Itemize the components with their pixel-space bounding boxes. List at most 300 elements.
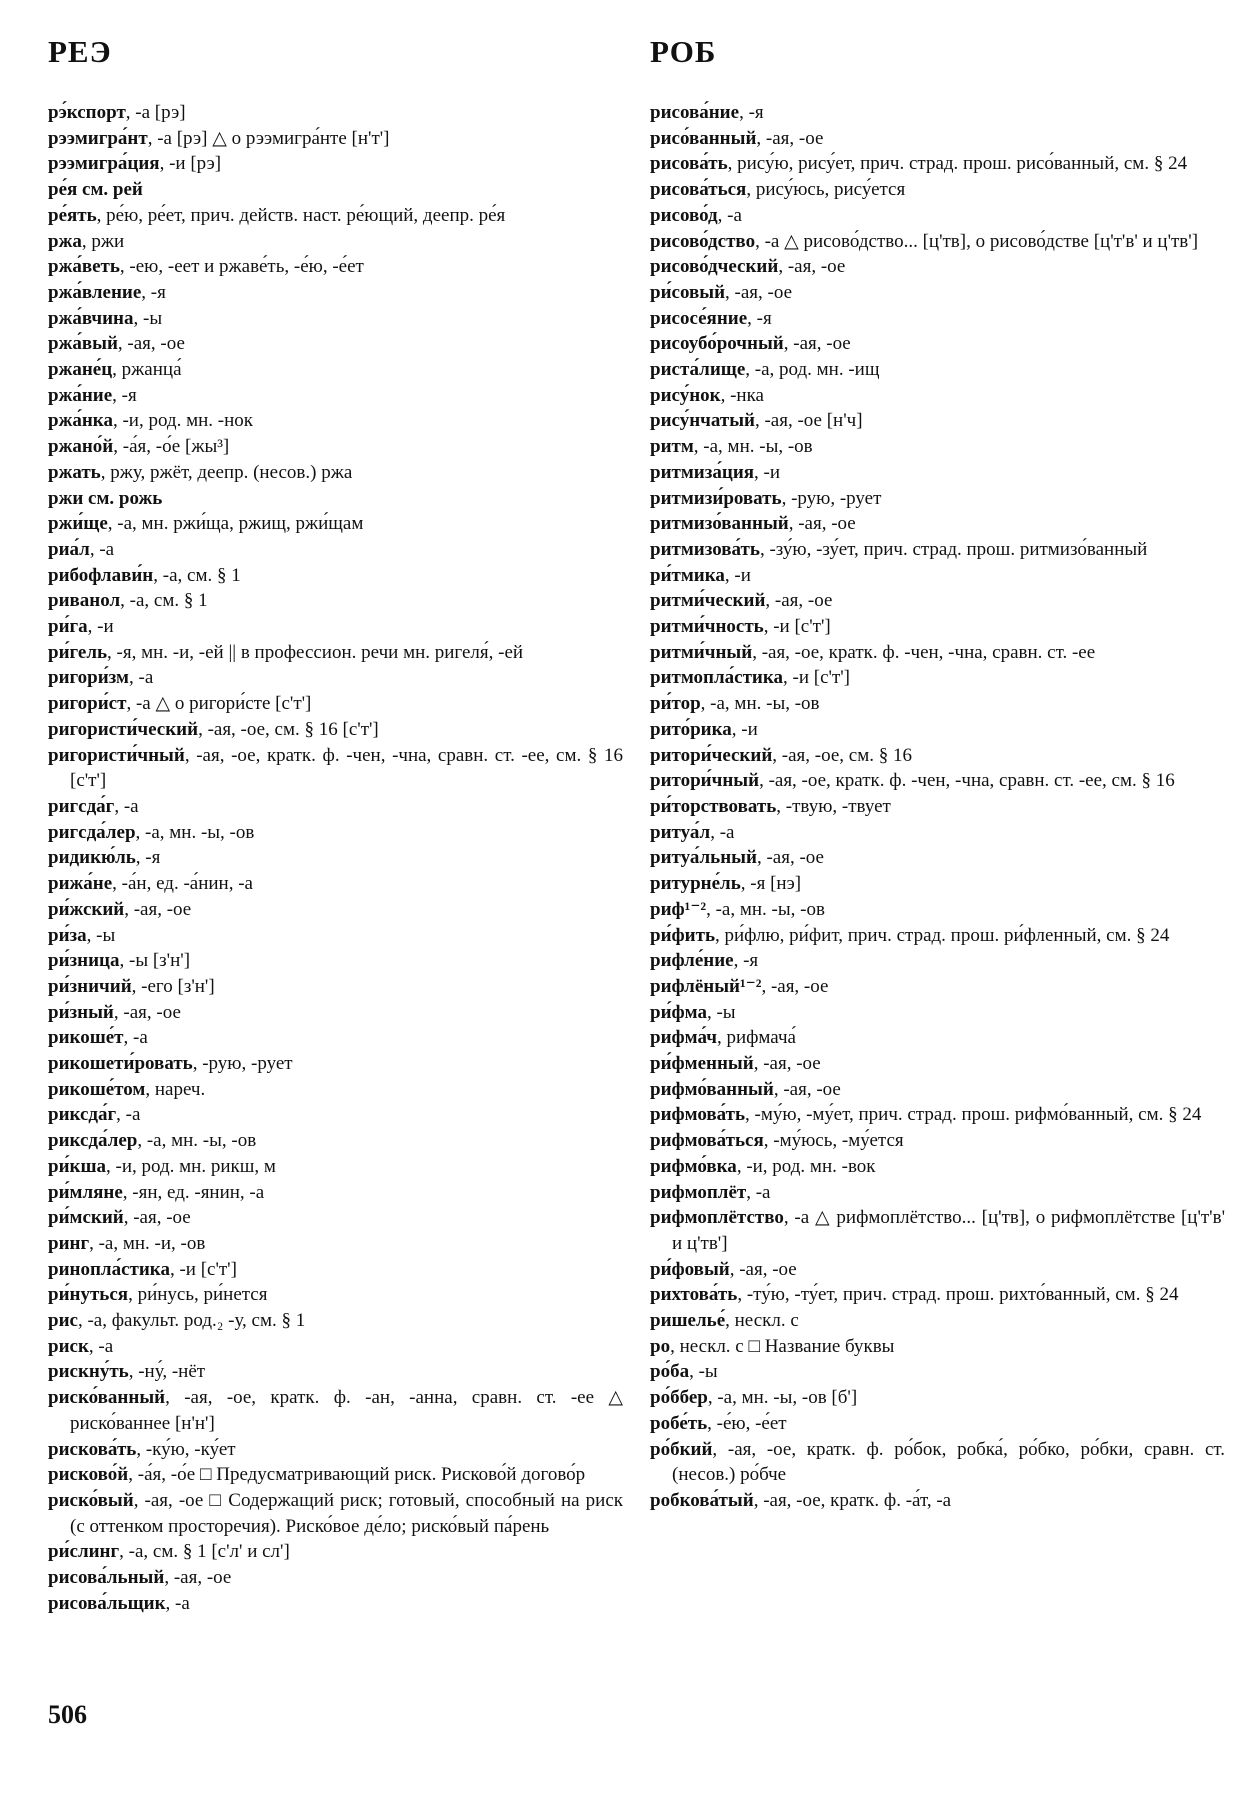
dictionary-entry — [650, 1385, 1225, 1411]
dictionary-entry — [48, 408, 623, 434]
dictionary-entry — [650, 306, 1225, 332]
entry-definition: , -а, род. мн. -ищ — [745, 359, 880, 381]
entry-definition: , -а — [710, 821, 735, 843]
entry-headword: риско́вый — [48, 1489, 134, 1511]
entry-headword: робе́ть — [650, 1412, 708, 1434]
entry-definition: , -ая, -ое — [778, 256, 846, 278]
entry-headword: ритми́чный — [650, 641, 753, 663]
dictionary-entry — [650, 126, 1225, 152]
dictionary-entry — [650, 871, 1225, 897]
entry-headword: ри́за — [48, 924, 87, 946]
dictionary-entry — [48, 897, 623, 923]
dictionary-entry — [48, 434, 623, 460]
entry-definition: , -му́юсь, -му́ется — [763, 1130, 904, 1152]
dictionary-entry — [48, 460, 623, 486]
entry-headword: рикоше́том — [48, 1078, 146, 1100]
dictionary-entry — [650, 1411, 1225, 1437]
entry-definition: , -и [с'т'] — [783, 667, 851, 689]
entry-definition: , нескл. с □ Название буквы — [670, 1335, 895, 1357]
entry-definition: , ри́нусь, ри́нется — [128, 1284, 268, 1306]
entry-definition: , -ая, -ое, кратк. ф. -чен, -чна, сравн. ст. -ее — [752, 641, 1096, 663]
dictionary-entry — [650, 537, 1225, 563]
dictionary-entry — [48, 1462, 623, 1488]
dictionary-entry — [650, 1205, 1225, 1256]
dictionary-entry — [650, 177, 1225, 203]
entry-headword: рэ́кспорт — [48, 102, 126, 123]
entry-headword: ржа́вчина — [48, 307, 134, 329]
entry-headword: ригсда́лер — [48, 821, 136, 843]
dictionary-entry — [48, 588, 623, 614]
dictionary-entry — [48, 1051, 623, 1077]
dictionary-entry — [48, 1565, 623, 1591]
entry-headword: ринг — [48, 1232, 90, 1254]
entry-headword: рифма́ч — [650, 1027, 717, 1049]
dictionary-entry — [48, 1025, 623, 1051]
dictionary-entry — [48, 126, 623, 152]
dictionary-entry — [48, 357, 623, 383]
dictionary-entry — [48, 974, 623, 1000]
entry-headword: ржа — [48, 230, 82, 252]
dictionary-entry — [650, 743, 1225, 769]
dictionary-entry — [650, 1359, 1225, 1385]
entry-headword: рисосе́яние — [650, 307, 748, 329]
entry-definition: , -а́я, -о́е [жы³] — [113, 436, 230, 458]
dictionary-entry — [650, 897, 1225, 923]
entry-headword: ро́ббер — [650, 1387, 708, 1409]
dictionary-entry — [48, 923, 623, 949]
entry-headword: рисо́ванный — [650, 127, 757, 149]
entry-definition: , -ы — [706, 1001, 736, 1023]
entry-headword: ригористи́чный — [48, 744, 185, 766]
entry-definition: , -ая, -ое, кратк. ф. -ан, -анна, сравн. ст. -ее △ риско́ваннее [н'н'] — [70, 1387, 623, 1434]
entry-headword: риста́лище — [650, 359, 746, 381]
entry-definition: , -ту́ю, -ту́ет, прич. страд. прош. рихто́ванный, см. § 24 — [737, 1284, 1179, 1306]
entry-headword: рибофлави́н — [48, 564, 154, 586]
entry-headword: рисова́ться — [650, 179, 747, 201]
dictionary-entry — [650, 845, 1225, 871]
entry-definition: , -я — [141, 281, 166, 303]
dictionary-entry — [48, 1591, 623, 1617]
entry-headword: рискну́ть — [48, 1361, 129, 1383]
entry-headword: ритурне́ль — [650, 873, 741, 895]
entry-definition: , -и [с'т'] — [763, 616, 831, 638]
entry-definition: , рифмача́ — [716, 1027, 796, 1049]
entry-headword: рисова́льный — [48, 1567, 165, 1589]
dictionary-entry — [48, 1128, 623, 1154]
dictionary-entry — [650, 665, 1225, 691]
dictionary-entry — [48, 177, 623, 203]
entry-headword: ри́зный — [48, 1001, 114, 1023]
dictionary-entry — [650, 1308, 1225, 1334]
dictionary-entry — [650, 820, 1225, 846]
dictionary-entry — [48, 1308, 623, 1334]
dictionary-entry — [48, 717, 623, 743]
entry-headword: ржано́й — [48, 436, 114, 458]
entry-definition: , -и, род. мн. -вок — [736, 1155, 876, 1177]
entry-definition: , -а △ рифмоплётство... [ц'тв], о рифмоплётстве [ц'т'в' и ц'тв'] — [672, 1207, 1225, 1254]
dictionary-entry — [650, 434, 1225, 460]
entry-definition: , -я — [135, 847, 161, 869]
entry-definition: , -ян, ед. -янин, -а — [122, 1181, 265, 1203]
dictionary-entry — [650, 1282, 1225, 1308]
dictionary-entry — [48, 1385, 623, 1436]
dictionary-entry — [650, 768, 1225, 794]
entry-headword: ржа́вый — [48, 333, 118, 355]
dictionary-entry — [650, 1154, 1225, 1180]
entry-headword: рис — [48, 1310, 78, 1332]
dictionary-entry — [650, 100, 1225, 126]
dictionary-entry — [650, 588, 1225, 614]
entry-headword: рисова́ние — [650, 102, 740, 123]
entry-definition: , -ая, -ое — [124, 898, 192, 920]
dictionary-entry — [650, 691, 1225, 717]
entry-definition: , -ая, -ое — [164, 1567, 232, 1589]
dictionary-entry — [650, 1077, 1225, 1103]
entry-definition: , -ая, -ое, кратк. ф. -чен, -чна, сравн. ст. -ее, см. § 16 — [759, 770, 1175, 792]
entry-headword: ре́я см. рей — [48, 179, 143, 201]
entry-definition: , -ая, -ое — [773, 1078, 841, 1100]
entry-definition: , -а — [717, 204, 742, 226]
dictionary-entry — [48, 820, 623, 846]
entry-headword: рифмоплёт — [650, 1181, 747, 1203]
entry-headword: рифле́ние — [650, 950, 734, 972]
dictionary-entry — [48, 1102, 623, 1128]
dictionary-entry — [650, 717, 1225, 743]
entry-headword: рису́нчатый — [650, 410, 755, 432]
dictionary-entry — [650, 1437, 1225, 1488]
dictionary-entry — [48, 486, 623, 512]
left-entry-list — [48, 100, 623, 1616]
entry-definition: , -а — [746, 1181, 771, 1203]
dictionary-entry — [48, 306, 623, 332]
dictionary-entry — [48, 151, 623, 177]
dictionary-entry — [650, 511, 1225, 537]
dictionary-entry — [650, 640, 1225, 666]
entry-headword: ржи́ще — [48, 513, 108, 535]
entry-definition: , -а, мн. -ы, -ов — [693, 436, 813, 458]
left-guide-word: РЕЭ — [48, 34, 112, 69]
entry-headword: риа́л — [48, 538, 90, 560]
dictionary-entry — [48, 537, 623, 563]
entry-headword: ридикю́ль — [48, 847, 136, 869]
entry-definition: , -ая, -ое, см. § 16 [с'т'] — [198, 718, 379, 740]
entry-definition: , -ая, -ое, см. § 16 — [772, 744, 912, 766]
entry-headword: рифмо́вка — [650, 1155, 737, 1177]
entry-definition: , -ая, -ое — [729, 1258, 797, 1280]
dictionary-entry — [650, 1025, 1225, 1051]
entry-headword: ри́нуться — [48, 1284, 129, 1306]
dictionary-entry — [48, 871, 623, 897]
entry-headword: ригористи́ческий — [48, 718, 199, 740]
entry-definition: , рису́ю, рису́ет, прич. страд. прош. рисо́ванный, см. § 24 — [727, 153, 1188, 175]
entry-definition: , нескл. с — [725, 1310, 799, 1332]
dictionary-entry — [48, 100, 623, 126]
entry-headword: ритм — [650, 436, 694, 458]
entry-headword: риксда́г — [48, 1104, 117, 1126]
entry-definition: , -а — [89, 538, 115, 560]
dictionary-entry — [650, 1334, 1225, 1360]
dictionary-entry — [650, 1102, 1225, 1128]
dictionary-entry — [48, 1205, 623, 1231]
entry-definition: , -а, см. § 1 [с'л' и сл'] — [119, 1541, 290, 1563]
entry-headword: ритмизова́ть — [650, 538, 760, 560]
entry-headword: ритмизо́ванный — [650, 513, 789, 535]
entry-definition: , -ы [з'н'] — [119, 950, 191, 972]
entry-definition: , -е́ю, -е́ет — [707, 1412, 787, 1434]
dictionary-entry — [650, 460, 1225, 486]
entry-definition: , -ая, -ое — [117, 333, 185, 355]
entry-headword: рисово́дческий — [650, 256, 779, 278]
entry-definition: , -зу́ю, -зу́ет, прич. страд. прош. ритмизо́ванный — [759, 538, 1148, 560]
dictionary-entry — [650, 229, 1225, 255]
entry-definition: , -и, род. мн. -нок — [112, 410, 253, 432]
entry-definition: , -рую, -рует — [781, 487, 882, 509]
entry-definition: , -ая, -ое [н'ч] — [754, 410, 863, 432]
entry-definition: , -и — [724, 564, 751, 586]
entry-definition: , -ая, -ое — [123, 1207, 191, 1229]
page-number: 506 — [48, 1700, 87, 1729]
entry-definition: , -и [с'т'] — [169, 1258, 237, 1280]
dictionary-entry — [650, 254, 1225, 280]
entry-definition: , -его [з'н'] — [131, 975, 215, 997]
entry-definition: , -я — [739, 102, 764, 123]
entry-definition: , -я — [747, 307, 772, 329]
entry-definition: , -ы — [86, 924, 116, 946]
dictionary-entry — [650, 383, 1225, 409]
dictionary-entry — [48, 1000, 623, 1026]
entry-definition: , -ая, -ое — [113, 1001, 181, 1023]
entry-headword: ри́гель — [48, 641, 108, 663]
entry-headword: ржа́вление — [48, 281, 142, 303]
dictionary-entry — [650, 408, 1225, 434]
entry-headword: рифмо́ванный — [650, 1078, 774, 1100]
dictionary-entry — [650, 357, 1225, 383]
entry-headword: ржа́веть — [48, 256, 120, 278]
entry-headword: рисково́й — [48, 1464, 129, 1486]
entry-definition: , -а, мн. -ы, -ов — [706, 898, 825, 920]
dictionary-entry — [650, 203, 1225, 229]
entry-headword: ро́бкий — [650, 1438, 713, 1460]
entry-headword: ри́га — [48, 616, 88, 638]
entry-headword: ри́кша — [48, 1155, 107, 1177]
entry-definition: , нареч. — [145, 1078, 206, 1100]
dictionary-entry — [48, 1154, 623, 1180]
entry-headword: ро́ба — [650, 1361, 690, 1383]
entry-headword: ри́зница — [48, 950, 120, 972]
entry-headword: ржа́ние — [48, 384, 113, 406]
entry-headword: ри́жский — [48, 898, 125, 920]
dictionary-entry — [650, 1000, 1225, 1026]
entry-definition: , -а — [123, 1027, 148, 1049]
entry-headword: ритмизи́ровать — [650, 487, 782, 509]
entry-definition: , -а, см. § 1 — [153, 564, 241, 586]
dictionary-entry — [650, 1051, 1225, 1077]
entry-definition: , -я, мн. -и, -ей || в профессион. речи мн. ригеля́, -ей — [107, 641, 524, 663]
entry-definition: , -а, мн. -ы, -ов [б'] — [707, 1387, 858, 1409]
entry-definition: , -а △ о ригори́сте [с'т'] — [126, 693, 312, 715]
entry-definition: , ржи — [81, 230, 125, 252]
entry-headword: риванол — [48, 590, 121, 612]
dictionary-entry — [48, 1077, 623, 1103]
dictionary-entry — [650, 280, 1225, 306]
dictionary-entry — [650, 974, 1225, 1000]
entry-definition: , -а́я, -о́е □ Предусматривающий риск. Рисково́й догово́р — [128, 1464, 586, 1486]
entry-definition: , ржу, ржёт, деепр. (несов.) ржа — [100, 461, 353, 483]
entry-definition: , -ая, -ое, кратк. ф. -чен, -чна, сравн. ст. -ее, см. § 16 [с'т'] — [70, 744, 623, 792]
entry-definition: , -я — [733, 950, 759, 972]
entry-definition: , рису́юсь, рису́ется — [746, 179, 906, 201]
entry-headword: ри́слинг — [48, 1541, 120, 1563]
entry-headword: ри́мский — [48, 1207, 124, 1229]
entry-headword: ро — [650, 1335, 671, 1357]
entry-headword: ри́тмика — [650, 564, 725, 586]
entry-definition: , -и, род. мн. рикш, м — [106, 1155, 276, 1177]
entry-headword: ринопла́стика — [48, 1258, 170, 1280]
entry-headword: риско́ванный — [48, 1387, 166, 1409]
entry-headword: ришелье́ — [650, 1310, 726, 1332]
entry-headword: ригсда́г — [48, 795, 115, 817]
entry-headword: ри́совый — [650, 281, 726, 303]
entry-headword: рифмова́ть — [650, 1104, 746, 1126]
entry-definition: , -ну́, -нёт — [128, 1361, 206, 1383]
entry-headword: рикоше́т — [48, 1027, 124, 1049]
entry-definition: , -а, мн. -ы, -ов — [135, 821, 255, 843]
entry-headword: ржи см. рожь — [48, 487, 163, 509]
entry-definition: , -а, мн. -ы, -ов — [700, 693, 820, 715]
dictionary-entry — [48, 1231, 623, 1257]
right-guide-word: РОБ — [650, 34, 717, 69]
entry-definition: , -ая, -ое, кратк. ф. ро́бок, робка́, ро́бко, ро́бки, сравн. ст. (несов.) ро́бче — [672, 1438, 1225, 1486]
entry-headword: рисова́льщик — [48, 1592, 166, 1614]
dictionary-entry — [48, 280, 623, 306]
entry-definition: , -ая, -ое — [783, 333, 851, 355]
entry-headword: рифмова́ться — [650, 1130, 764, 1152]
dictionary-entry — [48, 794, 623, 820]
entry-headword: ритори́чный — [650, 770, 760, 792]
entry-definition: , -а, мн. -ы, -ов — [137, 1130, 257, 1152]
entry-definition: , -ая, -ое — [756, 847, 824, 869]
dictionary-entry — [48, 948, 623, 974]
entry-definition: , -а, мн. ржи́ща, ржищ, ржи́щам — [107, 513, 364, 535]
entry-definition: , -а — [129, 667, 154, 689]
dictionary-entry — [48, 665, 623, 691]
entry-headword: риф¹⁻² — [650, 898, 707, 920]
entry-definition: , -ая, -ое — [756, 127, 824, 149]
entry-definition: , -а, мн. -и, -ов — [89, 1232, 206, 1254]
entry-headword: ритори́ческий — [650, 744, 773, 766]
dictionary-entry — [650, 331, 1225, 357]
entry-headword: ри́фма — [650, 1001, 707, 1023]
dictionary-entry — [48, 845, 623, 871]
dictionary-entry — [48, 254, 623, 280]
entry-headword: ри́тор — [650, 693, 701, 715]
entry-definition: , -нка — [720, 384, 764, 406]
dictionary-entry — [650, 794, 1225, 820]
entry-headword: ригори́ст — [48, 693, 127, 715]
entry-headword: риск — [48, 1335, 89, 1357]
entry-headword: рисоубо́рочный — [650, 333, 784, 355]
entry-definition: , -ею, -еет и ржаве́ть, -е́ю, -е́ет — [119, 256, 364, 278]
dictionary-entry — [48, 1282, 623, 1308]
entry-headword: ритмопла́стика — [650, 667, 784, 689]
entry-definition: , ре́ю, ре́ет, прич. действ. наст. ре́ющий, деепр. ре́я — [96, 204, 506, 226]
entry-definition: , -рую, -рует — [192, 1053, 293, 1075]
dictionary-entry — [48, 1180, 623, 1206]
entry-headword: робкова́тый — [650, 1489, 754, 1511]
entry-definition: , -ая, -ое □ Содержащий риск; готовый, способный на риск (с оттенком просторечия). Риско́вое де́ло; риско́вый па́рень — [70, 1489, 623, 1537]
right-entry-list — [650, 100, 1225, 1514]
dictionary-entry — [48, 1488, 623, 1539]
entry-headword: рээмигра́нт — [48, 127, 148, 149]
dictionary-entry — [48, 229, 623, 255]
dictionary-entry — [650, 486, 1225, 512]
dictionary-entry — [650, 1257, 1225, 1283]
entry-definition: , -а — [165, 1592, 190, 1614]
entry-headword: ржане́ц — [48, 359, 113, 381]
entry-headword: рискова́ть — [48, 1438, 137, 1460]
entry-definition: , -и — [754, 461, 781, 483]
entry-headword: ри́фменный — [650, 1053, 754, 1075]
dictionary-entry — [650, 151, 1225, 177]
entry-definition: , -а [рэ] △ о рээмигра́нте [н'т'] — [147, 127, 390, 149]
entry-definition: , -ая, -ое — [753, 1053, 821, 1075]
dictionary-entry — [48, 743, 623, 794]
entry-definition: , -и [рэ] — [159, 153, 222, 175]
entry-headword: ри́фить — [650, 924, 715, 946]
entry-headword: рифлёный¹⁻² — [650, 975, 762, 997]
entry-headword: риксда́лер — [48, 1130, 138, 1152]
entry-headword: ри́зничий — [48, 975, 132, 997]
entry-definition: , -а — [88, 1335, 114, 1357]
entry-definition: , -а, факульт. род.₂ -у, см. § 1 — [77, 1310, 306, 1332]
entry-definition: , ржанца́ — [112, 359, 182, 381]
entry-headword: ритмиза́ция — [650, 461, 755, 483]
entry-definition: , -а △ рисово́дство... [ц'тв], о рисово́дстве [ц'т'в' и ц'тв'] — [755, 230, 1199, 252]
entry-headword: рисово́дство — [650, 230, 756, 252]
dictionary-entry — [48, 1539, 623, 1565]
entry-headword: ри́фовый — [650, 1258, 730, 1280]
entry-definition: , ри́флю, ри́фит, прич. страд. прош. ри́фленный, см. § 24 — [715, 924, 1170, 946]
entry-definition: , -а, см. § 1 — [120, 590, 208, 612]
entry-headword: ржа́нка — [48, 410, 113, 432]
dictionary-entry — [650, 563, 1225, 589]
entry-headword: рижа́не — [48, 873, 113, 895]
dictionary-entry — [650, 1488, 1225, 1514]
dictionary-entry — [48, 1334, 623, 1360]
entry-definition: , -ая, -ое — [725, 281, 793, 303]
dictionary-entry — [48, 563, 623, 589]
entry-definition: , -ы — [689, 1361, 718, 1383]
entry-headword: рисова́ть — [650, 153, 728, 175]
entry-headword: ритуа́льный — [650, 847, 757, 869]
entry-definition: , -я — [112, 384, 137, 406]
entry-headword: рифмоплётство — [650, 1207, 784, 1229]
entry-headword: ритми́ческий — [650, 590, 766, 612]
dictionary-entry — [48, 1257, 623, 1283]
entry-definition: , -и — [87, 616, 114, 638]
entry-headword: рээмигра́ция — [48, 153, 160, 175]
entry-definition: , -ая, -ое — [761, 975, 829, 997]
entry-headword: рисово́д — [650, 204, 718, 226]
dictionary-entry — [48, 511, 623, 537]
dictionary-entry — [48, 1437, 623, 1463]
dictionary-entry — [650, 923, 1225, 949]
entry-headword: ритми́чность — [650, 616, 764, 638]
dictionary-entry — [48, 383, 623, 409]
entry-definition: , -а — [116, 1104, 141, 1126]
entry-headword: ржать — [48, 461, 101, 483]
entry-definition: , -ая, -ое — [765, 590, 833, 612]
